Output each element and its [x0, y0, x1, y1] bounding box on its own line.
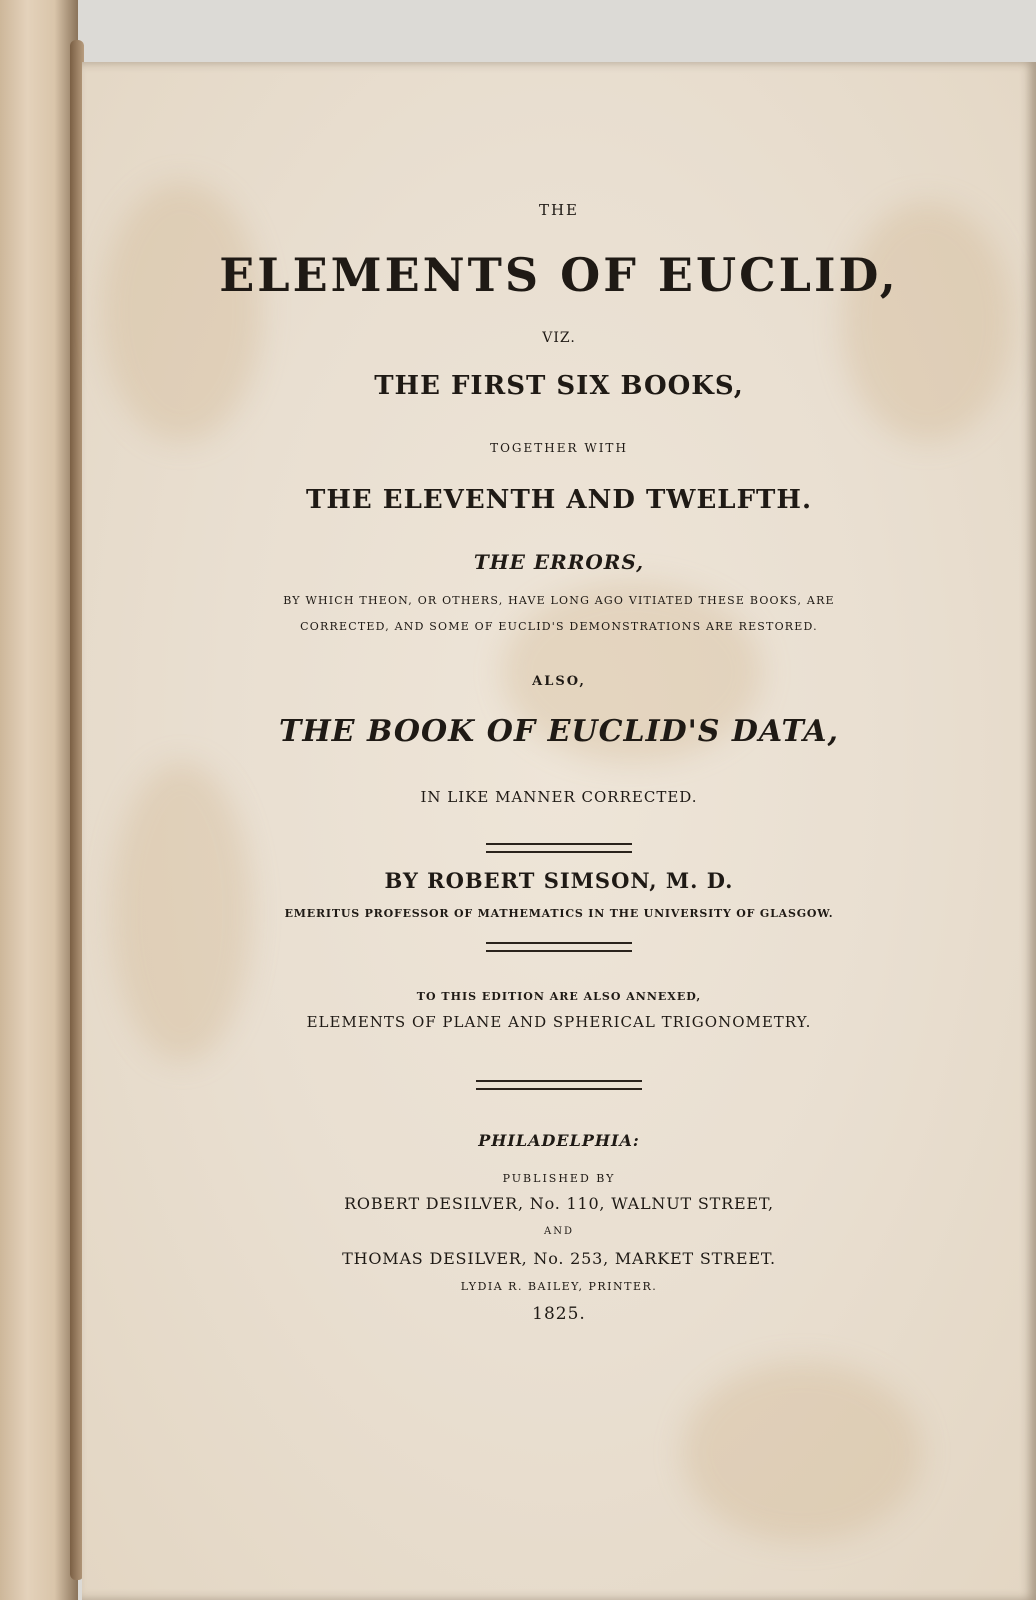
- double-rule: [486, 843, 632, 853]
- together-with: TOGETHER WITH: [490, 441, 628, 455]
- author-title: EMERITUS PROFESSOR OF MATHEMATICS IN THE UNIVERSITY OF GLASGOW.: [284, 907, 834, 920]
- double-rule: [476, 1080, 642, 1090]
- viz-text: VIZ.: [542, 330, 576, 346]
- double-rule: [486, 942, 632, 952]
- book-of-data: THE BOOK OF EUCLID'S DATA,: [279, 714, 839, 749]
- and-text: AND: [544, 1226, 574, 1237]
- also-text: ALSO,: [532, 674, 586, 689]
- errors-description-line2: CORRECTED, AND SOME OF EUCLID'S DEMONSTRATIONS ARE RESTORED.: [300, 620, 818, 633]
- book-spine: [0, 0, 78, 1600]
- annexed-text: TO THIS EDITION ARE ALSO ANNEXED,: [416, 990, 702, 1003]
- publication-year: 1825.: [532, 1304, 586, 1324]
- errors-heading: THE ERRORS,: [473, 550, 645, 574]
- foxing-stain: [682, 1362, 922, 1542]
- author-name: BY ROBERT SIMSON, M. D.: [384, 868, 734, 893]
- foxing-stain: [102, 182, 262, 442]
- imprint-city: PHILADELPHIA:: [478, 1131, 640, 1150]
- trigonometry-text: ELEMENTS OF PLANE AND SPHERICAL TRIGONOMETRY.: [306, 1013, 812, 1031]
- errors-description-line1: BY WHICH THEON, OR OTHERS, HAVE LONG AGO VITIATED THESE BOOKS, ARE: [283, 594, 835, 607]
- printer: LYDIA R. BAILEY, PRINTER.: [460, 1280, 658, 1293]
- title-page: [82, 62, 1036, 1600]
- first-six-books: THE FIRST SIX BOOKS,: [374, 371, 744, 401]
- foxing-stain: [842, 202, 1012, 442]
- eleventh-twelfth: THE ELEVENTH AND TWELFTH.: [305, 485, 813, 515]
- manner-corrected: IN LIKE MANNER CORRECTED.: [420, 788, 698, 806]
- main-title: ELEMENTS OF EUCLID,: [219, 248, 899, 302]
- title-article: THE: [538, 201, 580, 219]
- published-by: PUBLISHED BY: [502, 1172, 616, 1185]
- publisher-thomas: THOMAS DESILVER, No. 253, MARKET STREET.: [342, 1249, 776, 1268]
- publisher-robert: ROBERT DESILVER, No. 110, WALNUT STREET,: [344, 1194, 774, 1213]
